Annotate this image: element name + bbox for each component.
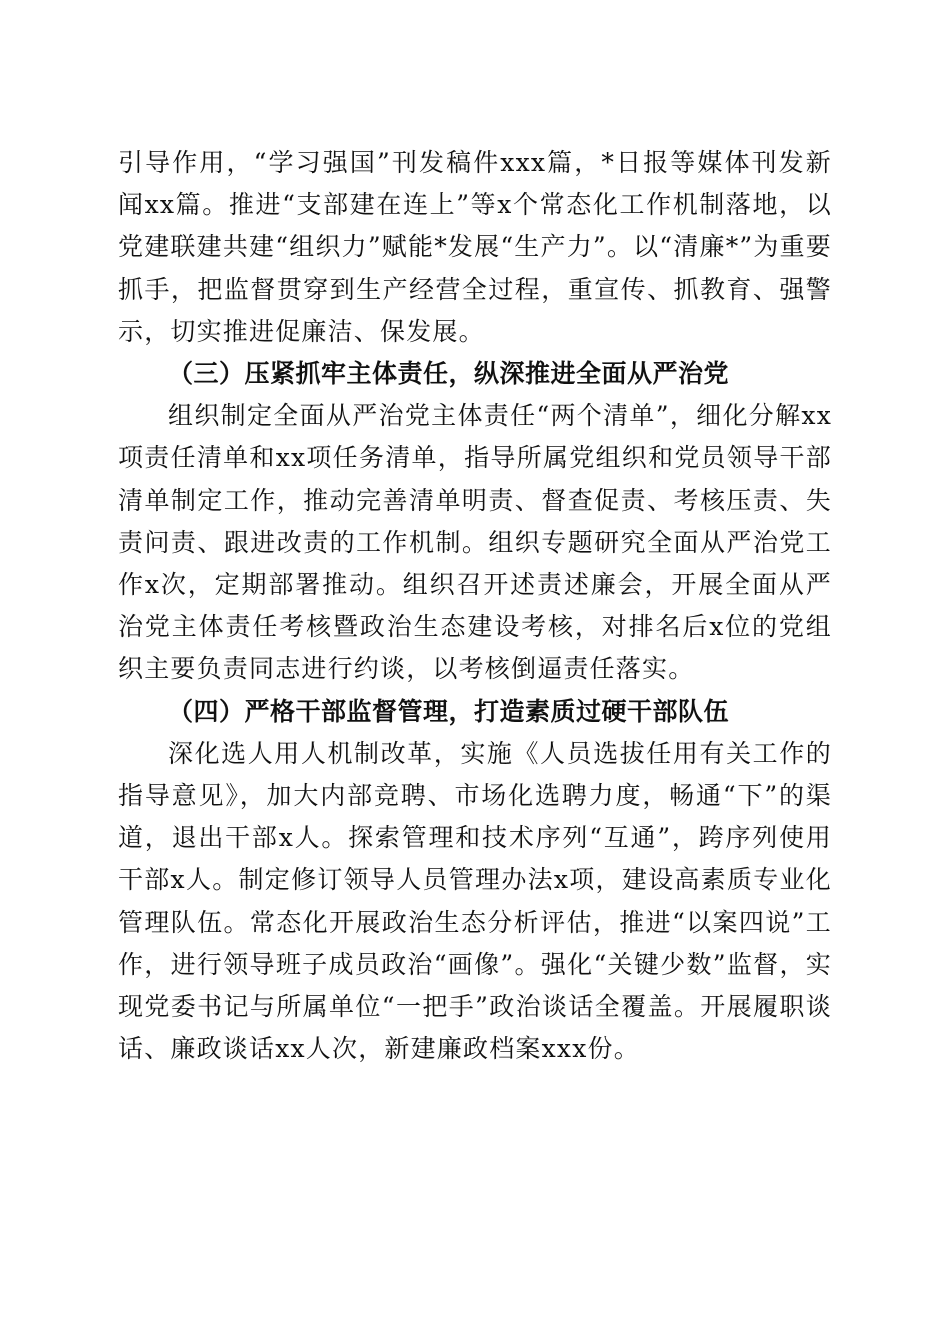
section-body-4: 深化选人用人机制改革，实施《人员选拔任用有关工作的指导意见》，加大内部竞聘、市场化选聘力度，畅通“下”的渠道，退出干部x人。探索管理和技术序列“互通”，跨序列使用干部x人。制定修订领导人员管理办法x项，建设高素质专业化管理队伍。常态化开展政治生态分析评估，推进“以案四说”工作，进行领导班子成员政治“画像”。强化“关键少数”监督，实现党委书记与所属单位“一把手”政治谈话全覆盖。开展履职谈话、廉政谈话xx人次，新建廉政档案xxx份。 bbox=[118, 738, 832, 1064]
section-heading-3: （三）压紧抓牢主体责任，纵深推进全面从严治党 bbox=[168, 359, 730, 389]
intro-paragraph: 引导作用，“学习强国”刊发稿件xxx篇，*日报等媒体刊发新闻xx篇。推进“支部建在连上”等x个常态化工作机制落地，以党建联建共建“组织力”赋能*发展“生产力”。以“清廉*”为重要抓手，把监督贯穿到生产经营全过程，重宣传、抓教育、强警示，切实推进促廉洁、保发展。 bbox=[118, 148, 832, 346]
section-body-3: 组织制定全面从严治党主体责任“两个清单”，细化分解xx项责任清单和xx项任务清单，指导所属党组织和党员领导干部清单制定工作，推动完善清单明责、督查促责、考核压责、失责问责、跟进改责的工作机制。组织专题研究全面从严治党工作x次，定期部署推动。组织召开述责述廉会，开展全面从严治党主体责任考核暨政治生态建设考核，对排名后x位的党组织主要负责同志进行约谈，以考核倒逼责任落实。 bbox=[118, 401, 832, 684]
section-heading-4: （四）严格干部监督管理，打造素质过硬干部队伍 bbox=[168, 696, 730, 726]
document-page bbox=[118, 142, 832, 1070]
